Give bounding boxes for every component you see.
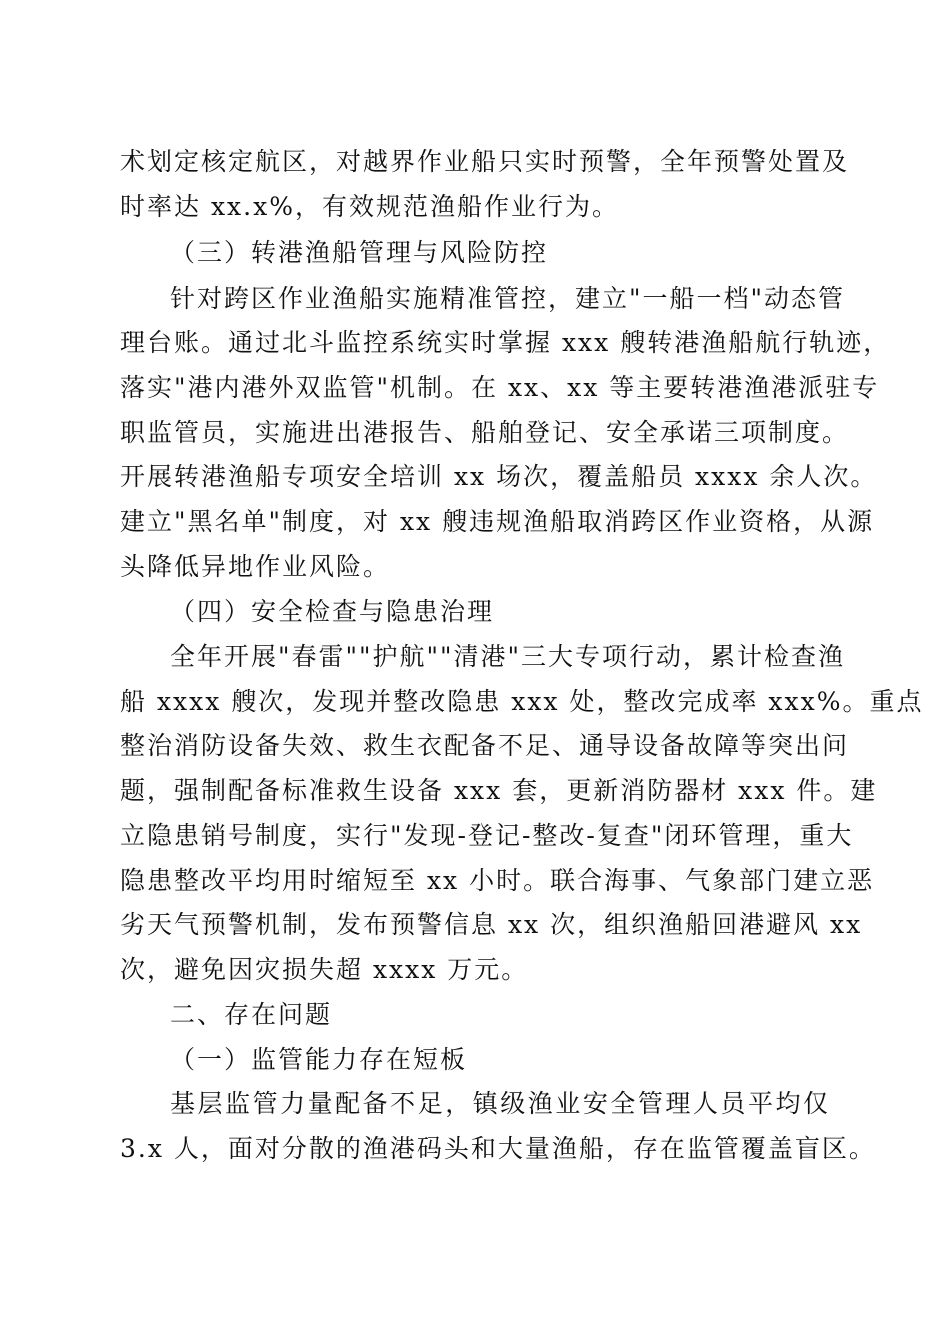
section-heading: （三）转港渔船管理与风险防控 [170, 238, 549, 267]
paragraph-line: 理台账。通过北斗监控系统实时掌握 xxx 艘转港渔船航行轨迹， [120, 328, 891, 357]
paragraph-line: 建立"黑名单"制度，对 xx 艘违规渔船取消跨区作业资格，从源 [120, 507, 875, 536]
paragraph-line: 针对跨区作业渔船实施精准管控，建立"一船一档"动态管 [170, 284, 846, 313]
paragraph-line: 船 xxxx 艘次，发现并整改隐患 xxx 处，整改完成率 xxx%。重点 [120, 687, 924, 716]
paragraph-line: 落实"港内港外双监管"机制。在 xx、xx 等主要转港渔港派驻专 [120, 373, 880, 402]
section-heading: （一）监管能力存在短板 [170, 1045, 468, 1074]
paragraph-line: 术划定核定航区，对越界作业船只实时预警，全年预警处置及 [120, 147, 850, 176]
paragraph-line: 立隐患销号制度，实行"发现-登记-整改-复查"闭环管理，重大 [120, 821, 854, 850]
paragraph-line: 全年开展"春雷""护航""清港"三大专项行动，累计检查渔 [170, 642, 845, 671]
paragraph-line: 题，强制配备标准救生设备 xxx 套，更新消防器材 xxx 件。建 [120, 776, 878, 805]
paragraph-line: 整治消防设备失效、救生衣配备不足、通导设备故障等突出问 [120, 731, 850, 760]
paragraph-line: 次，避免因灾损失超 xxxx 万元。 [120, 955, 529, 984]
paragraph-line: 头降低异地作业风险。 [120, 552, 391, 581]
section-heading: （四）安全检查与隐患治理 [170, 597, 495, 626]
paragraph-line: 基层监管力量配备不足，镇级渔业安全管理人员平均仅 [170, 1089, 830, 1118]
chapter-heading: 二、存在问题 [170, 1000, 333, 1029]
paragraph-line: 隐患整改平均用时缩短至 xx 小时。联合海事、气象部门建立恶 [120, 866, 875, 895]
paragraph-line: 3.x 人，面对分散的渔港码头和大量渔船，存在监管覆盖盲区。 [120, 1134, 876, 1163]
paragraph-line: 劣天气预警机制，发布预警信息 xx 次，组织渔船回港避风 xx [120, 910, 863, 939]
paragraph-line: 时率达 xx.x%，有效规范渔船作业行为。 [120, 192, 619, 221]
paragraph-line: 职监管员，实施进出港报告、船舶登记、安全承诺三项制度。 [120, 418, 850, 447]
paragraph-line: 开展转港渔船专项安全培训 xx 场次，覆盖船员 xxxx 余人次。 [120, 462, 878, 491]
